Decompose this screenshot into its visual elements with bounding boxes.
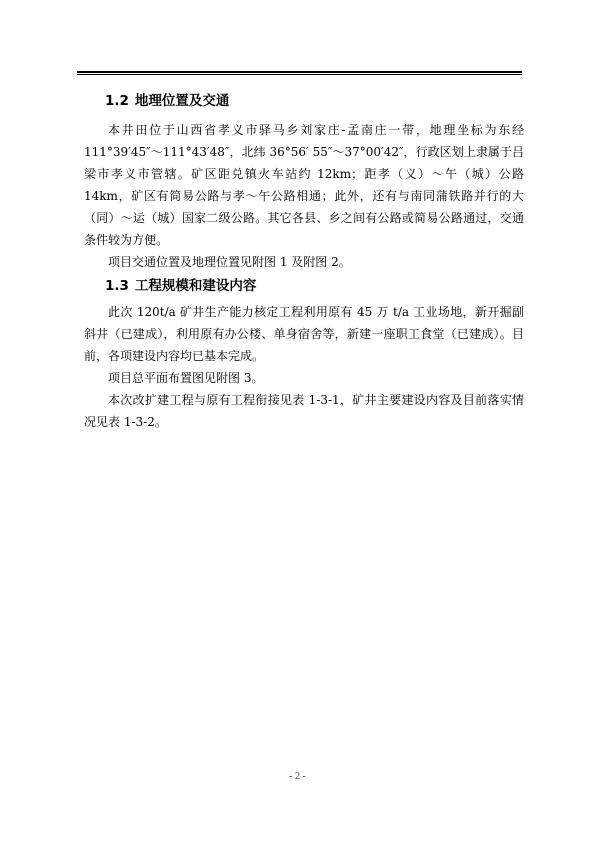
section-number: 1.3 [105,278,129,294]
header-rule [77,71,522,73]
paragraph-location-figure-ref: 项目交通位置及地理位置见附图 1 及附图 2。 [108,255,351,269]
page-number: - 2 - [289,771,306,782]
paragraph-location: 本井田位于山西省孝义市驿马乡刘家庄-孟南庄一带，地理坐标为东经 111°39′45″～111°43′48″，北纬 36°56′ 55″～37°00′42″，行政区划上隶属于吕梁市孝义市管辖。矿区距兑镇火车站约 12km；距孝（义）～午（城）公路 14km，矿区有简易公路与孝～午公路相通；此外，还有与南同蒲铁路并行的大（同）～运（城）国家二级公路。其它各县、乡之间有公路或简易公路通过，交通条件较为方便。 [84,123,524,247]
document-body [84,84,524,433]
paragraph-layout-figure-ref: 项目总平面布置图见附图 3。 [108,371,264,385]
section-title: 工程规模和建设内容 [134,278,257,294]
section-heading-1-3 [84,274,524,298]
paragraph-scale: 此次 120t/a 矿井生产能力核定工程利用原有 45 万 t/a 工业场地，新开掘副斜井（已建成），利用原有办公楼、单身宿舍等，新建一座职工食堂（已建成）。目前，各项建设内容均已基本完成。 [84,305,524,363]
section-heading-1-2 [84,89,524,113]
header-rule-thin [77,74,522,75]
section-number: 1.2 [105,93,129,109]
paragraph-table-ref: 本次改扩建工程与原有工程衔接见表 1-3-1，矿井主要建设内容及目前落实情况见表 1-3-2。 [84,393,524,429]
section-title: 地理位置及交通 [134,93,230,109]
